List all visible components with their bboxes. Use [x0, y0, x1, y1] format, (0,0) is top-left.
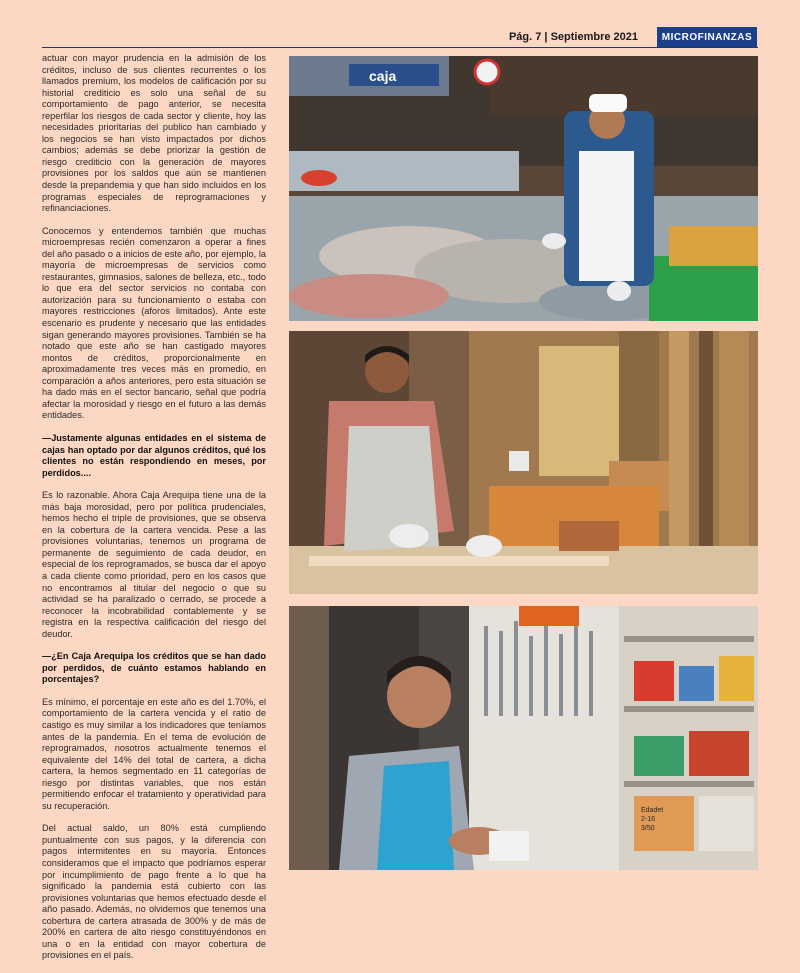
header-rule — [42, 47, 758, 48]
price-label-text: Edadet 2-16 3/50 — [641, 807, 664, 832]
paragraph: Del actual saldo, un 80% está cumpliendo puntualmente con sus pagos, y la diferencia con pagos intermitentes en su mayoría. Entonces consideramos que el impacto que podríamos esperar por incumplimiento de pago frente a lo que ha significado la pandemia está cubierto con las provisiones voluntarias que hemos efectuado desde el año pasado. Además, no olvidemos que tenemos una cobertura de cartera atrasada de 300% y de más de 200% en cartera de alto riesgo constituyéndonos en una o en la entidad con mayor cobertura de provisiones en el país. — [42, 823, 266, 961]
paragraph: Es lo razonable. Ahora Caja Arequipa tiene una de la más baja morosidad, pero por política prudenciales, hemos hecho el triple de provisiones, que se observa en la cobertura de la cartera vencida. Pese a las provisiones voluntarias, tenemos un programa de permanente de seguimiento de cada deudor, en especial de los reprogramados, se busca dar el apoyo a cada cliente como prioridad, pero en los casos que no encontramos al titular del negocio o que su actividad se ha paralizado o cerrado, se procede a reconocer la incobrabilidad contablemente y se registra en la respectiva calificación del riesgo del deudor. — [42, 490, 266, 639]
article-text-column — [42, 53, 266, 973]
interview-question: —¿En Caja Arequipa los créditos que se han dado por perdidos, de cuánto estamos hablando en porcentajes? — [42, 651, 266, 685]
photo-carpenter-workshop — [289, 331, 758, 594]
paragraph: Es mínimo, el porcentaje en este año es del 1.70%, el comportamiento de la cartera vencida y el ratio de castigo es muy similar a los indicadores que teníamos antes de la pandemia. En el tema de evolución de reprogramados, nosotros actualmente tenemos el equivalente del 14% del total de cartera, a dicha cartera, la hemos segmentado en 11 categorías de riesgo por distintas variables, que nos están permitiendo enfocar el tratamiento y operatividad para su recuperación. — [42, 696, 266, 811]
page-reference: Pág. 7 | Septiembre 2021 — [508, 31, 638, 43]
paragraph: actuar con mayor prudencia en la admisión de los créditos, incluso de sus clientes recurrentes o los llamados premium, los modelos de calificación por su historial crediticio es solo una señal de su comportamiento de pago anterior, se necesita reperfilar los riesgos de cada sector y cliente, hoy las necesidades prioritarias del publico han cambiado y los negocios se han visto impactados por dichos cambios; además se debe priorizar la gestión de riesgo crediticio con la generación de mayores provisiones por los saldos que aún se mantienen desde la prepandemia y que han sido incluidos en los programas especiales de reprogramaciones y refinanciaciones. — [42, 53, 266, 214]
interview-question: —Justamente algunas entidades en el sistema de cajas han optado por dar algunos créditos, qué los clientes no están respondiendo en meses, por perdidos.... — [42, 432, 266, 478]
paragraph: Conocemos y entendemos también que muchas microempresas recién comenzaron a operar a fines del año pasado o a inicios de este año, por ejemplo, la mayoría de microempresas de servicios como restaurantes, gimnasios, salones de belleza, etc., todo lo que era del sector servicios no contaba con autorización para su funcionamiento o estaba con mayores restricciones (aforos limitados). Ante este escenario es prudente y necesario que las entidades sigan generando mayores provisiones. También se ha notado que este año se han castigado mayores montos de créditos, proporcionalmente en aproximadamente tres veces más en promedio, en comparación a años anteriores, pero esta situación se ha dado más en el sector bancario, señal que podría afectar la morosidad y riesgo en el futuro a las demás entidades. — [42, 225, 266, 421]
store-sign-text: caja — [369, 68, 397, 84]
section-brand-label: MICROFINANZAS — [657, 27, 757, 47]
photo-fish-market — [289, 56, 758, 321]
photo-hardware-store — [289, 606, 758, 870]
